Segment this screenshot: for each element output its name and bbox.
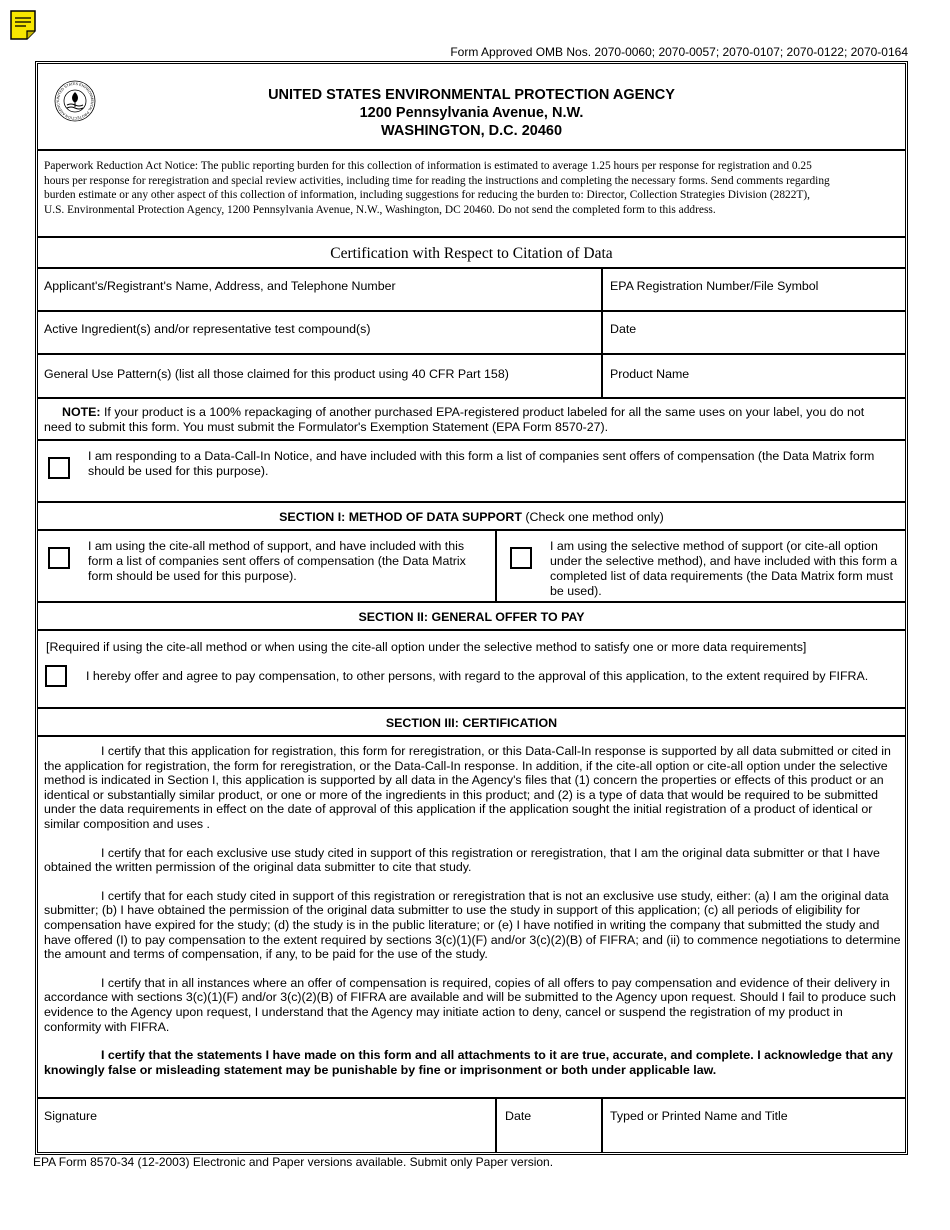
epa-form <box>35 61 908 1155</box>
cert-paragraph-1: I certify that this application for registration, this form for reregistration, or this Data-Call-In response is supported by all data submitted or cited in the application for registration, the form for reregistration, or the Data-Call-In response. In addition, if the cite-all option or cite-all option under the selective method is indicated in Section I, this application is supported by all data in the Agency's files that (1) concern the properties or effects of this product or an identical or substantially similar product, or one or more of the ingredients in this product; and (2) is a type of data that would be required to be submitted under the data requirements in effect on the date of approval of this application if the application sought the initial registration of a product of identical or similar composition and uses . <box>44 744 891 831</box>
name-title-cell[interactable] <box>601 1099 905 1152</box>
section-3-title: SECTION III: CERTIFICATION <box>385 716 558 730</box>
note-label: NOTE: <box>62 405 101 419</box>
section-2-title: SECTION II: GENERAL OFFER TO PAY <box>358 610 585 624</box>
section-3-header <box>38 709 905 737</box>
agency-name: UNITED STATES ENVIRONMENTAL PROTECTION AGENCY <box>268 87 675 103</box>
active-ingredient-row <box>38 312 905 355</box>
note-row <box>38 399 905 441</box>
applicant-field[interactable]: Applicant's/Registrant's Name, Address, and Telephone Number <box>44 279 396 293</box>
applicant-row <box>38 269 905 312</box>
note-text: If your product is a 100% repackaging of another purchased EPA-registered product labeled for all the same uses on your label, you do not need to submit this form. You must submit the Formulator's Exemption Statement (EPA Form 8570-27). <box>44 405 865 434</box>
agency-city: WASHINGTON, D.C. 20460 <box>380 123 563 139</box>
date-label: Date <box>610 322 637 336</box>
selective-checkbox[interactable] <box>510 547 532 569</box>
date-cell[interactable] <box>601 312 905 353</box>
data-call-in-row <box>38 441 905 503</box>
signature-field[interactable]: Signature <box>44 1109 98 1123</box>
cert-paragraph-2: I certify that for each exclusive use study cited in support of this registration or reregistration, that I am the original data submitter or that I have obtained the written permission of the original data submitter to cite that study. <box>44 845 880 875</box>
name-title-label: Typed or Printed Name and Title <box>610 1109 788 1123</box>
paperwork-notice: Paperwork Reduction Act Notice: The public reporting burden for this collection of information is estimated to average 1.25 hours per response for registration and 0.25 hours per response for reregistration and special review activities, including time for reading the instructions and completing the necessary forms. Send comments regarding burden estimate or any other aspect of this collection of information, including suggestions for reducing the burden to: Director, Collection Strategies Division (2822T), U.S. Environmental Protection Agency, 1200 Pennsylvania Avenue, N.W., Washington, DC 20460. Do not send the completed form to this address. <box>38 151 905 238</box>
use-pattern-row <box>38 355 905 399</box>
offer-to-pay-text: I hereby offer and agree to pay compensation, to other persons, with regard to the approval of this application, to the extent required by FIFRA. <box>86 669 869 683</box>
section-2-header <box>38 603 905 631</box>
section-1-options <box>38 531 905 603</box>
product-name-cell[interactable] <box>601 355 905 397</box>
signature-date-cell[interactable] <box>495 1099 601 1152</box>
form-footer: EPA Form 8570-34 (12-2003) Electronic and Paper versions available. Submit only Paper version. <box>33 1155 554 1169</box>
cite-all-text: I am using the cite-all method of support, and have included with this form a list of companies sent offers of compensation (the Data Matrix form should be used for this purpose). <box>88 539 466 583</box>
data-call-in-text: I am responding to a Data-Call-In Notice, and have included with this form a list of companies sent offers of compensation (the Data Matrix form should be used for this purpose). <box>88 449 875 478</box>
epa-reg-cell[interactable] <box>601 269 905 310</box>
section-1-title: SECTION I: METHOD OF DATA SUPPORT <box>279 510 522 524</box>
selective-text: I am using the selective method of support (or cite-all option under the selective method), and have included with this form a completed list of data requirements (the Data Matrix form must be used). <box>550 539 898 598</box>
certification-body <box>38 737 905 1099</box>
agency-address: 1200 Pennsylvania Avenue, N.W. <box>359 105 584 121</box>
section-2-body <box>38 631 905 709</box>
sticky-note-icon[interactable] <box>10 10 36 40</box>
use-pattern-field[interactable]: General Use Pattern(s) (list all those claimed for this product using 40 CFR Part 158) <box>44 367 509 381</box>
cert-paragraph-3: I certify that for each study cited in support of this registration or reregistration that is not an exclusive use study, either: (a) I am the original data submitter; (b) I have obtained the permission of the original data submitter to use the study in support of this application; (c) all periods of eligibility for compensation have expired for the study; (d) the study is in the public literature; or (e) I have notified in writing the company that submitted the study and have offered (I) to pay compensation to the extent required by sections 3(c)(1)(F) and/or 3(c)(2)(B) of FIFRA; and (ii) to commence negotiations to determine the amount and terms of compensation, if any, to be paid for the use of the study. <box>44 888 901 962</box>
signature-date-label: Date <box>505 1109 532 1123</box>
data-call-in-checkbox[interactable] <box>48 457 70 479</box>
svg-text:UNITED STATES ENVIRONMENTAL PR: UNITED STATES ENVIRONMENTAL PROTECTION AGENCY <box>55 81 95 121</box>
epa-reg-label: EPA Registration Number/File Symbol <box>610 279 819 293</box>
section-2-required: [Required if using the cite-all method or when using the cite-all option under the selective method to satisfy one or more data requirements] <box>46 640 807 654</box>
omb-number: Form Approved OMB Nos. 2070-0060; 2070-0057; 2070-0107; 2070-0122; 2070-0164 <box>450 45 908 59</box>
cert-paragraph-5: I certify that the statements I have made on this form and all attachments to it are true, accurate, and complete. I acknowledge that any knowingly false or misleading statement may be punishable by fine or imprisonment or both under applicable law. <box>44 1048 893 1077</box>
signature-row <box>38 1099 905 1152</box>
section-1-header <box>38 503 905 531</box>
cite-all-checkbox[interactable] <box>48 547 70 569</box>
form-title: Certification with Respect to Citation of Data <box>38 238 905 269</box>
selective-cell <box>495 531 905 601</box>
active-ingredient-field[interactable]: Active Ingredient(s) and/or representative test compound(s) <box>44 322 371 336</box>
agency-header <box>38 64 905 151</box>
cert-paragraph-4: I certify that in all instances where an offer of compensation is required, copies of all offers to pay compensation and evidence of their delivery in accordance with sections 3(c)(1)(F) and/or 3(c)(2)(B) of FIFRA are available and will be submitted to the Agency upon request. Should I fail to produce such evidence to the Agency upon request, I understand that the Agency may initiate action to deny, cancel or suspend the registration of my product in conformity with FIFRA. <box>44 975 896 1034</box>
offer-to-pay-checkbox[interactable] <box>45 665 67 687</box>
section-1-subtitle: (Check one method only) <box>521 510 664 524</box>
product-name-label: Product Name <box>610 367 690 381</box>
